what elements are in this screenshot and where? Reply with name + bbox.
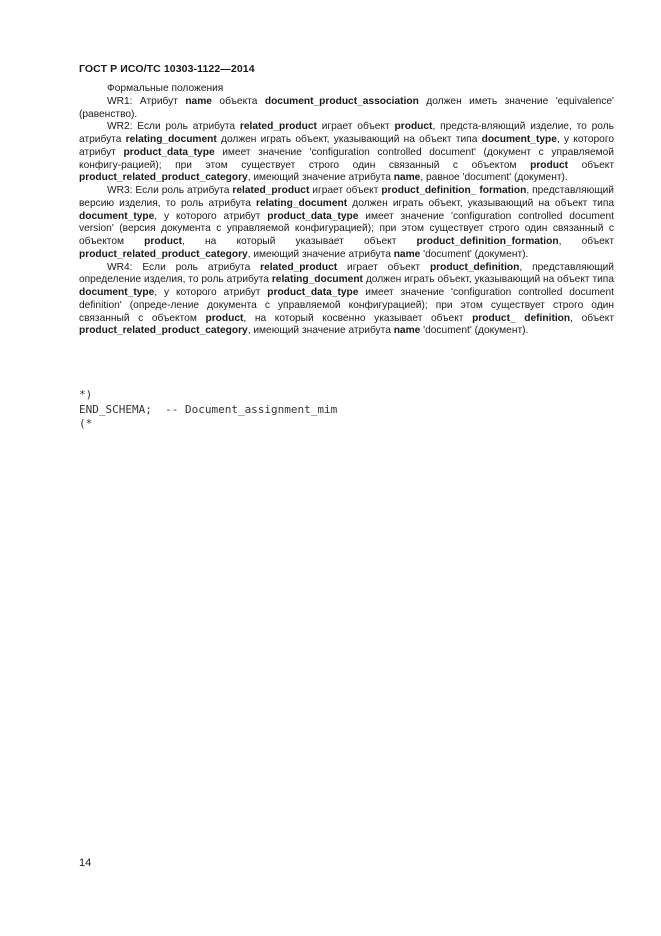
text-run: объекта	[211, 95, 265, 107]
code-line: END_SCHEMA; -- Document_assignment_mim	[79, 402, 338, 416]
code-listing	[79, 388, 337, 432]
text-run: , объект	[570, 312, 615, 324]
identifier-term: product	[144, 236, 183, 247]
identifier-term: product_related_product_category	[79, 248, 248, 260]
code-line: (*	[79, 417, 93, 430]
identifier-term: product_definition_ formation	[381, 185, 527, 196]
text-run: имеет значение 'configuration controlled document version' (версия документа с управляемой конфигурацией); при этом существует строго один связанный с объектом	[79, 210, 614, 247]
identifier-term: document_product_association	[264, 95, 419, 107]
text-run: , представляющий версию изделия, то роль атрибута	[79, 185, 614, 209]
text-run: играет объект	[309, 185, 382, 196]
text-run: , имеющий значение атрибута	[247, 172, 394, 184]
rule-wr3	[79, 185, 614, 262]
text-run: 'document' (документ).	[420, 248, 529, 260]
identifier-term: related_product	[239, 121, 317, 133]
identifier-term: product_data_type	[123, 146, 215, 158]
identifier-term: product	[394, 121, 433, 133]
document-header: ГОСТ Р ИСО/ТС 10303-1122—2014	[79, 63, 255, 75]
text-run: WR4: Если роль атрибута	[107, 261, 261, 273]
text-run: , представляющий определение изделия, то роль атрибута	[79, 261, 614, 286]
text-run: , равное 'document' (документ).	[420, 172, 568, 184]
text-run: , на который косвенно указывает объект	[243, 312, 473, 324]
text-run: WR1: Атрибут	[107, 95, 186, 107]
identifier-term: product	[530, 159, 569, 171]
code-line: *)	[79, 388, 93, 401]
text-run: играет объект	[316, 121, 395, 133]
rule-wr4	[79, 262, 614, 339]
text-run: WR2: Если роль атрибута	[107, 121, 240, 133]
page-number: 14	[79, 857, 92, 869]
identifier-term: name	[393, 172, 421, 184]
identifier-term: document_type	[79, 210, 155, 222]
text-run: имеет значение 'configuration controlled document' (документ с управляемой конфигу-рацией); при этом существует строго один связанный с объектом	[79, 146, 614, 171]
identifier-term: product_related_product_category	[79, 325, 248, 337]
rules-heading: Формальные положения	[107, 83, 224, 94]
identifier-term: product_data_type	[267, 287, 359, 298]
text-run: играет объект	[337, 261, 430, 273]
identifier-term: product_related_product_category	[79, 172, 248, 184]
identifier-term: relating_document	[125, 134, 217, 145]
text-run: , имеющий значение атрибута	[247, 325, 394, 337]
text-run: должен иметь значение 'equivalence' (равенство).	[79, 95, 615, 120]
identifier-term: name	[393, 248, 421, 260]
text-run: имеет значение 'configuration controlled document definition' (опреде-ление документа с управляемой конфигурацией); при этом существует строго один связанный с объектом	[79, 287, 614, 324]
identifier-term: relating_document	[271, 274, 363, 286]
text-run: , у которого атрибут	[79, 134, 615, 158]
identifier-term: relating_document	[256, 197, 348, 209]
identifier-term: document_type	[481, 134, 557, 145]
text-run: , на который указывает объект	[182, 236, 417, 247]
rule-wr1	[79, 96, 614, 122]
identifier-term: name	[393, 325, 421, 337]
identifier-term: name	[185, 95, 212, 107]
identifier-term: product	[205, 312, 244, 324]
identifier-term: document_type	[79, 287, 155, 298]
text-run: , объект	[558, 236, 614, 247]
text-run: должен играть объект, указывающий на объект типа	[216, 134, 482, 145]
text-run: должен играть объект, указывающий на объект типа	[362, 274, 614, 286]
text-run: 'document' (документ).	[420, 325, 529, 337]
text-run: , у которого атрибут	[154, 287, 268, 298]
formal-rules-section	[79, 83, 614, 338]
text-run: , имеющий значение атрибута	[247, 248, 394, 260]
identifier-term: product_definition	[429, 261, 520, 273]
rule-wr2	[79, 121, 614, 185]
text-run: должен играть объект, указывающий на объект типа	[347, 197, 614, 209]
text-run: WR3: Если роль атрибута	[107, 185, 233, 196]
text-run: , у которого атрибут	[154, 210, 268, 222]
identifier-term: product_ definition	[472, 312, 571, 324]
identifier-term: product_data_type	[267, 210, 359, 222]
identifier-term: related_product	[260, 261, 338, 273]
identifier-term: product_definition_formation	[416, 236, 559, 247]
text-run: , предста-вляющий изделие, то роль атрибута	[79, 121, 614, 145]
identifier-term: related_product	[232, 185, 310, 196]
text-run: объект	[568, 159, 615, 171]
